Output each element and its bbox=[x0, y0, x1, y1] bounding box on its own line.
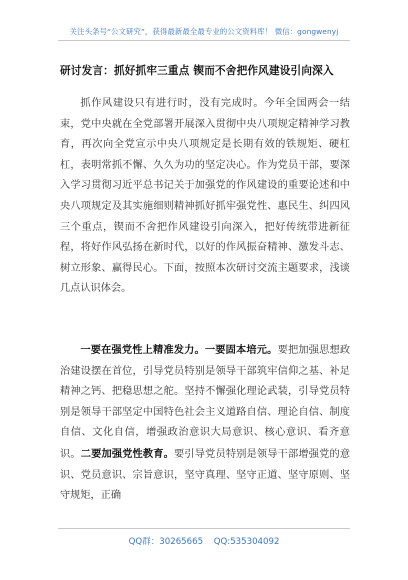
paragraph-section-one bbox=[60, 340, 350, 507]
footer-qq-contact: QQ:535304092 bbox=[213, 537, 280, 547]
document-title: 研讨发言：抓好抓牢三重点 锲而不舍把作风建设引向深入 bbox=[60, 65, 334, 77]
footer bbox=[0, 535, 408, 547]
footer-divider bbox=[58, 528, 350, 529]
footer-qq-group: QQ群：30265665 bbox=[128, 537, 204, 547]
header-divider bbox=[58, 40, 350, 41]
section-one-text: 要把加强思想政治建设摆在首位，引导党员特别是领导干部筑牢信仰之基、补足精神之钙、把稳思想之舵。坚持不懈强化理论武装，引导党员特别是领导干部坚定中国特色社会主义道路自信、理论自信、制度自信、文化自信，增强政治意识大局意识、核心意识、看齐意识。 bbox=[60, 345, 351, 460]
paragraph-intro: 抓作风建设只有进行时，没有完成时。今年全国两会一结束，党中央就在全党部署开展深入贯彻中央八项规定精神学习教育，再次向全党宣示中央八项规定是长期有效的铁规矩、硬杠杠，表明常抓不懈、久久为功的坚定决心。作为党员干部，要深入学习贯彻习近平总书记关于加强党的作风建设的重要论述和中央八项规定及其实施细则精神抓好抓牢强党性、惠民生、纠四风三个重点，锲而不舍把作风建设引向深入，把好传统带进新征程，将好作风弘扬在新时代，以好的作风振奋精神、激发斗志、树立形象、赢得民心。下面，按照本次研讨交流主题要求，浅谈几点认识体会。 bbox=[60, 98, 350, 295]
section-two-text: 要引导党员特别是领导干部增强党的意识、党员意识、宗旨意识，坚守真理、坚守正道、坚守原则、坚守规矩，正确 bbox=[60, 448, 351, 502]
header-banner: 关注头条号“公文研究”，获得最新最全最专业的公文资料库！ 微信：gongwenyj bbox=[69, 27, 339, 36]
section-two-heading: 二要加强党性教育。 bbox=[80, 447, 175, 460]
section-one-heading: 一要在强党性上精准发力。一要固本培元。 bbox=[80, 344, 278, 356]
